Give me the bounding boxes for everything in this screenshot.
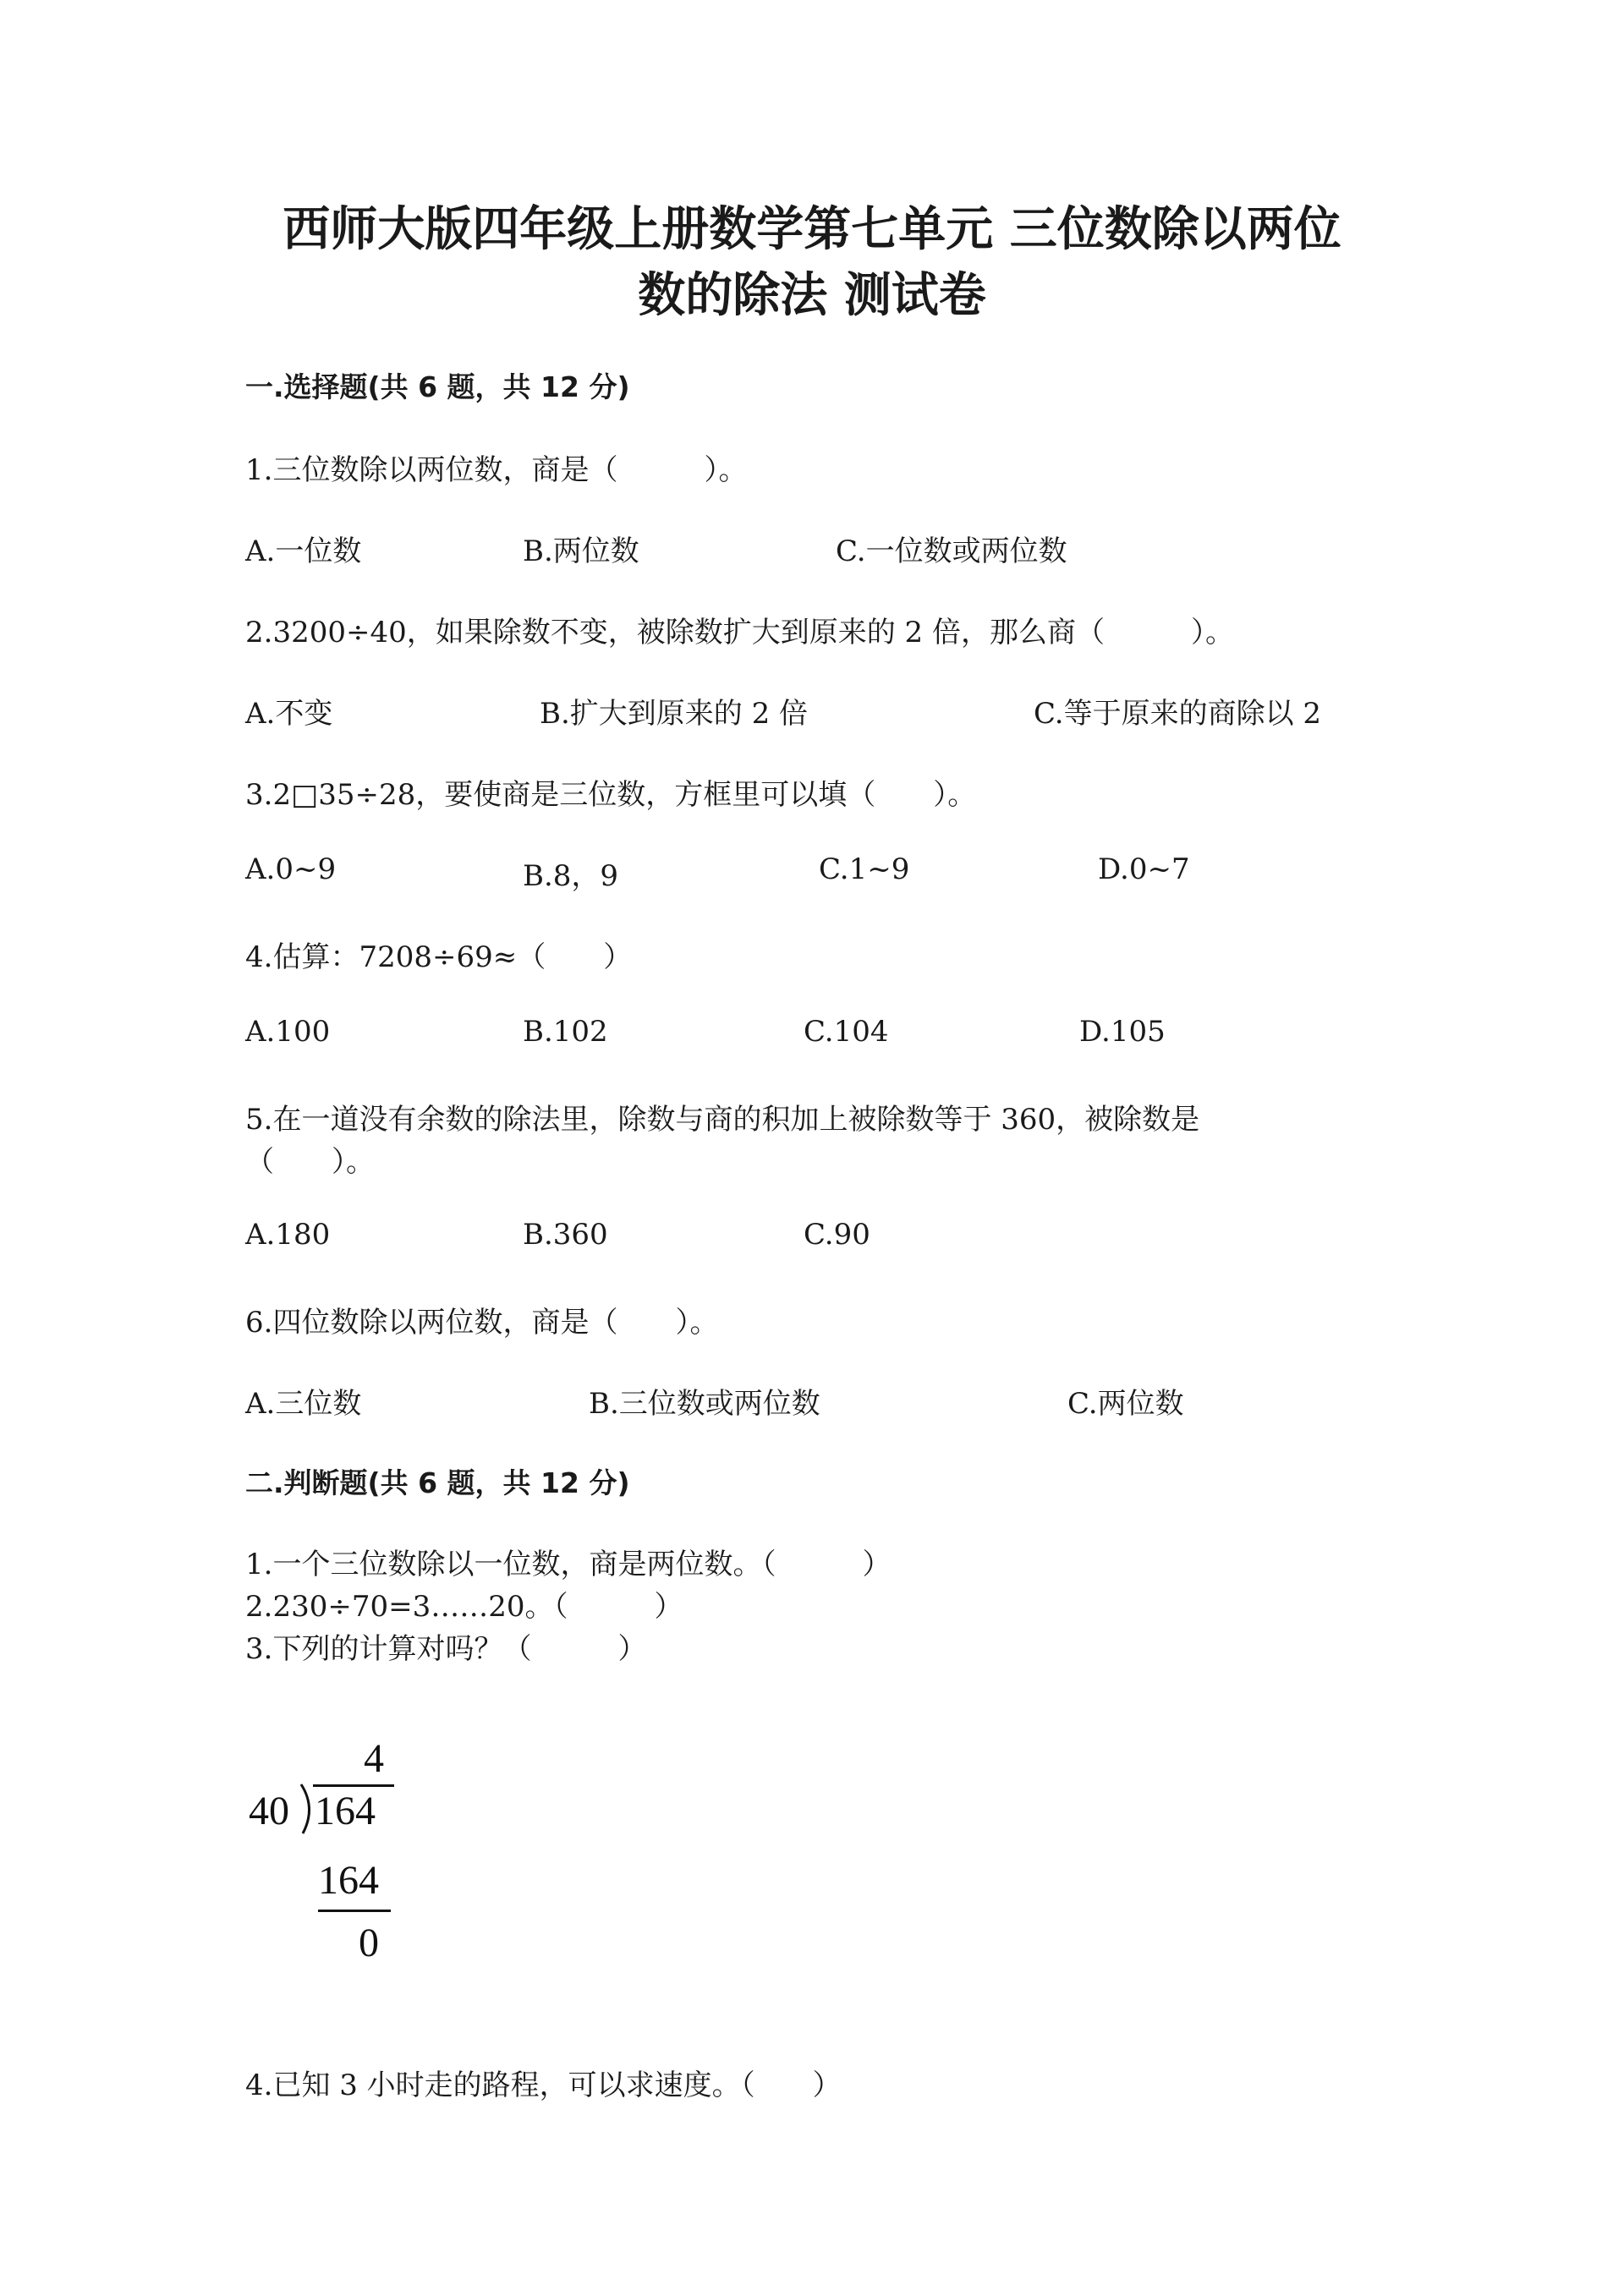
question-3-option-d: D.0~7 — [1098, 852, 1190, 886]
question-5-text: 5.在一道没有余数的除法里，除数与商的积加上被除数等于 360，被除数是 — [245, 1103, 1200, 1137]
question-1-text: 1.三位数除以两位数，商是（ ）。 — [245, 453, 748, 487]
question-3-option-a: A.0~9 — [245, 852, 337, 886]
judgement-1-text: 1.一个三位数除以一位数，商是两位数。（ ） — [245, 1548, 892, 1581]
question-1-option-b: B.两位数 — [523, 534, 639, 568]
question-6-text: 6.四位数除以两位数，商是（ ）。 — [245, 1306, 719, 1340]
question-6-option-c: C.两位数 — [1067, 1387, 1184, 1421]
question-1-option-a: A.一位数 — [245, 534, 362, 568]
question-4-text: 4.估算：7208÷69≈（ ） — [245, 940, 633, 974]
division-remainder: 0 — [359, 1921, 379, 1965]
page-title-line-2: 数的除法 测试卷 — [638, 268, 986, 323]
question-3-text: 3.2□35÷28，要使商是三位数，方框里可以填（ ）。 — [245, 778, 977, 812]
question-5-option-c: C.90 — [804, 1218, 870, 1252]
question-4-option-c: C.104 — [804, 1015, 889, 1049]
question-5-option-a: A.180 — [245, 1218, 331, 1252]
question-3-option-b: B.8，9 — [523, 859, 619, 893]
question-1-option-c: C.一位数或两位数 — [836, 534, 1067, 568]
question-4-option-b: B.102 — [523, 1015, 608, 1049]
division-dividend: 164 — [315, 1789, 376, 1833]
question-2-option-b: B.扩大到原来的 2 倍 — [540, 697, 809, 731]
question-2-option-a: A.不变 — [245, 697, 333, 731]
question-2-option-c: C.等于原来的商除以 2 — [1034, 697, 1322, 731]
division-product: 164 — [318, 1858, 379, 1903]
section-heading-choice: 一.选择题(共 6 题，共 12 分) — [245, 370, 630, 403]
question-4-option-a: A.100 — [245, 1015, 331, 1049]
judgement-4-text: 4.已知 3 小时走的路程，可以求速度。（ ） — [245, 2069, 842, 2102]
section-heading-judgement: 二.判断题(共 6 题，共 12 分) — [245, 1466, 630, 1499]
judgement-2-text: 2.230÷70=3……20。（ ） — [245, 1590, 683, 1624]
judgement-3-text: 3.下列的计算对吗？（ ） — [245, 1632, 647, 1666]
question-6-option-b: B.三位数或两位数 — [589, 1387, 820, 1421]
question-2-text: 2.3200÷40，如果除数不变，被除数扩大到原来的 2 倍，那么商（ ）。 — [245, 616, 1234, 649]
page-title-line-1: 西师大版四年级上册数学第七单元 三位数除以两位 — [283, 202, 1341, 257]
question-5-option-b: B.360 — [523, 1218, 608, 1252]
question-4-option-d: D.105 — [1079, 1015, 1166, 1049]
question-5-text-continued: （ ）。 — [245, 1145, 375, 1179]
question-3-option-c: C.1~9 — [819, 852, 910, 886]
division-bar — [313, 1784, 394, 1787]
division-subtraction-line — [318, 1910, 391, 1912]
division-divisor: 40 — [249, 1789, 289, 1833]
division-quotient: 4 — [364, 1736, 384, 1781]
question-6-option-a: A.三位数 — [245, 1387, 362, 1421]
